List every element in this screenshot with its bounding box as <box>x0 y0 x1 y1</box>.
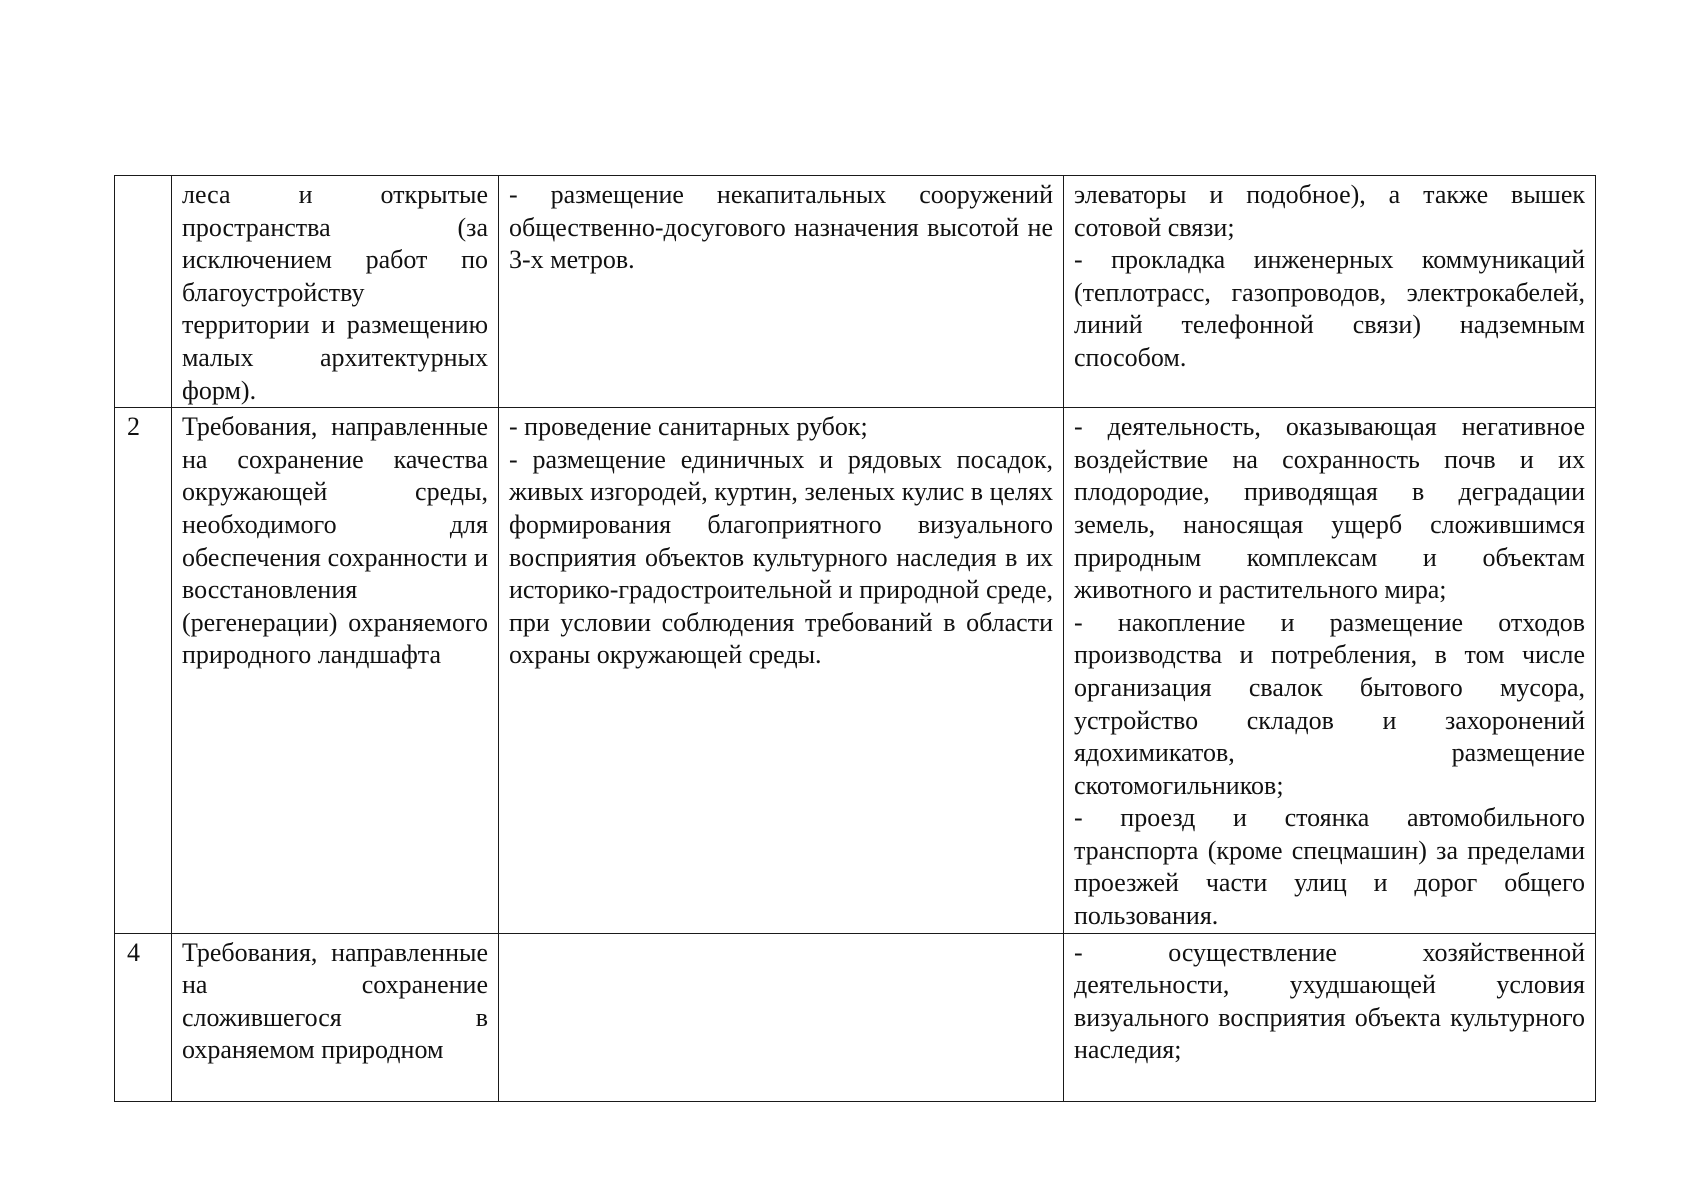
row-number-cell <box>115 176 172 408</box>
table-row <box>115 933 1596 1101</box>
permitted-cell <box>499 933 1064 1101</box>
requirement-cell: Требования, направленные на сохранение сложившегося в охраняемом природном <box>172 933 499 1101</box>
row-number-cell: 2 <box>115 408 172 934</box>
table-row <box>115 408 1596 934</box>
requirement-cell: Требования, направленные на сохранение качества окружающей среды, необходимого для обеспечения сохранности и восстановления (регенерации) охраняемого природного ландшафта <box>172 408 499 934</box>
permitted-cell: - размещение некапитальных сооружений общественно-досугового назначения высотой не 3-х метров. <box>499 176 1064 408</box>
requirements-table <box>114 175 1596 1102</box>
permitted-cell: - проведение санитарных рубок; - размещение единичных и рядовых посадок, живых изгородей, куртин, зеленых кулис в целях формирования благоприятного визуального восприятия объектов культурного наследия в их историко-градостроительной и природной среде, при условии соблюдения требований в области охраны окружающей среды. <box>499 408 1064 934</box>
prohibited-cell: элеваторы и подобное), а также вышек сотовой связи; - прокладка инженерных коммуникаций (теплотрасс, газопроводов, электрокабелей, линий телефонной связи) надземным способом. <box>1064 176 1596 408</box>
table-row <box>115 176 1596 408</box>
prohibited-cell: - деятельность, оказывающая негативное воздействие на сохранность почв и их плодородие, приводящая в деградации земель, наносящая ущерб сложившимся природным комплексам и объектам животного и растительного мира; - накопление и размещение отходов производства и потребления, в том числе организация свалок бытового мусора, устройство складов и захоронений ядохимикатов, размещение скотомогильников; - проезд и стоянка автомобильного транспорта (кроме спецмашин) за пределами проезжей части улиц и дорог общего пользования. <box>1064 408 1596 934</box>
prohibited-cell: - осуществление хозяйственной деятельности, ухудшающей условия визуального восприятия объекта культурного наследия; <box>1064 933 1596 1101</box>
requirement-cell: леса и открытые пространства (за исключением работ по благоустройству территории и размещению малых архитектурных форм). <box>172 176 499 408</box>
row-number-cell: 4 <box>115 933 172 1101</box>
